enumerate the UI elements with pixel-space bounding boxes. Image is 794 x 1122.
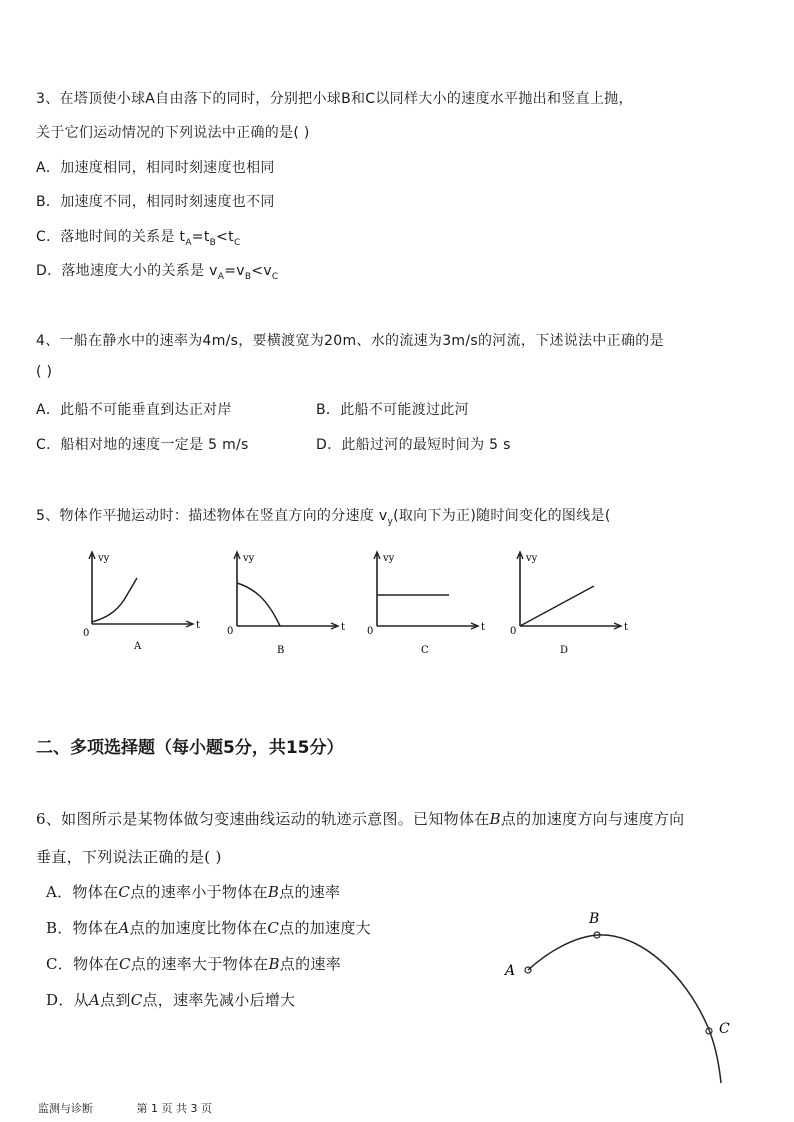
graph-c-y-label: vy — [383, 553, 395, 564]
q4-option-d: D．此船过河的最短时间为 5 s — [316, 437, 511, 453]
q6-a-var1: C — [118, 883, 131, 901]
graph-a-x-label: t — [196, 620, 201, 631]
q6-b-mid: 点的加速度比物体在 — [129, 919, 268, 937]
q6-stem-text: 6、如图所示是某物体做匀变速曲线运动的轨迹示意图。已知物体在 — [36, 810, 490, 828]
q4-stem-line2: ( ) — [36, 364, 53, 380]
q3-d-sub1: A — [217, 271, 225, 282]
graph-d-origin: 0 — [510, 626, 517, 637]
q6-a-var2: B — [267, 883, 280, 901]
graph-a-y-label: vy — [98, 553, 110, 564]
q6-stem-tail: 点的加速度方向与速度方向 — [500, 810, 685, 828]
graph-c-origin: 0 — [367, 626, 374, 637]
q5-stem-tail: (取向下为正)随时间变化的图线是( — [393, 508, 611, 524]
q6-d-var1: A — [88, 991, 101, 1009]
q5-graph-c — [365, 548, 490, 658]
graph-b-curve — [237, 583, 280, 626]
q6-b-var1: A — [118, 919, 130, 937]
q6-c-var2: B — [268, 955, 280, 973]
q6-a-mid: 点的速率小于物体在 — [130, 883, 268, 901]
q6-c-tail: 点的速率 — [279, 955, 341, 973]
q3-c-mid1: =t — [191, 229, 210, 245]
q6-d-var2: C — [130, 991, 143, 1009]
graph-b-x-label: t — [341, 622, 346, 633]
q6-option-d — [46, 989, 295, 1010]
point-a-label: A — [505, 963, 516, 979]
q3-d-mid2: <v — [251, 263, 272, 279]
graph-b-label: B — [277, 645, 285, 656]
q6-b-text: B．物体在 — [46, 919, 119, 937]
q6-b-var2: C — [267, 919, 280, 937]
q3-option-d — [36, 260, 279, 282]
graph-c-label: C — [421, 645, 429, 656]
q6-d-mid: 点到 — [100, 991, 131, 1009]
q6-stem-line1 — [36, 808, 684, 829]
q4-stem-line1: 4、一船在静水中的速率为4m/s，要横渡宽为20m、水的流速为3m/s的河流，下述说法中正确的是 — [36, 333, 664, 349]
q3-stem-line2: 关于它们运动情况的下列说法中正确的是( ) — [36, 125, 310, 141]
q6-c-mid: 点的速率大于物体在 — [130, 955, 269, 973]
graph-d-x-label: t — [624, 622, 629, 633]
q3-option-b: B．加速度不同，相同时刻速度也不同 — [36, 194, 275, 210]
q3-c-sub3: C — [233, 237, 241, 248]
trajectory-curve — [528, 935, 721, 1083]
graph-c-x-label: t — [481, 622, 486, 633]
q3-c-sub1: A — [185, 237, 192, 248]
q6-a-tail: 点的速率 — [279, 883, 341, 901]
q4-option-a: A．此船不可能垂直到达正对岸 — [36, 402, 232, 418]
q6-c-text: C．物体在 — [46, 955, 119, 973]
footer-left: 监测与诊断 — [38, 1102, 93, 1115]
graph-d-y-label: vy — [526, 553, 538, 564]
q6-option-b — [46, 917, 371, 938]
graph-a-curve — [92, 578, 137, 622]
point-c-label: C — [719, 1021, 730, 1037]
q3-option-c — [36, 226, 241, 248]
q6-a-text: A．物体在 — [46, 883, 119, 901]
q6-d-tail: 点，速率先减小后增大 — [142, 991, 296, 1009]
graph-a-label: A — [134, 641, 142, 652]
q6-b-tail: 点的加速度大 — [279, 919, 371, 937]
q5-stem-text: 5、物体作平抛运动时：描述物体在竖直方向的分速度 v — [36, 508, 388, 524]
q5-stem-sub: y — [387, 516, 394, 527]
q3-c-text: C．落地时间的关系是 t — [36, 229, 186, 245]
section-2-title: 二、多项选择题（每小题5分，共15分） — [36, 738, 344, 758]
q5-graph-d — [508, 548, 633, 658]
q6-c-var1: C — [118, 955, 131, 973]
page-footer — [38, 1100, 252, 1116]
q3-d-mid1: =v — [224, 263, 245, 279]
q3-c-sub2: B — [209, 237, 217, 248]
graph-b-origin: 0 — [227, 626, 234, 637]
q3-d-text: D．落地速度大小的关系是 v — [36, 263, 218, 279]
q4-option-c: C．船相对地的速度一定是 5 m/s — [36, 437, 249, 453]
graph-a-origin: 0 — [83, 628, 90, 639]
graph-d-line — [520, 586, 594, 626]
q3-c-mid2: <t — [216, 229, 234, 245]
q3-d-sub3: C — [271, 271, 279, 282]
q6-option-a — [46, 881, 340, 902]
q5-graph-a — [80, 548, 205, 653]
q6-option-c — [46, 953, 341, 974]
q3-stem-line1: 3、在塔顶使小球A自由落下的同时，分别把小球B和C以同样大小的速度水平抛出和竖直上抛， — [36, 91, 633, 107]
point-b-label: B — [589, 911, 600, 927]
footer-page-number: 第 1 页 共 3 页 — [136, 1102, 212, 1115]
q5-stem — [36, 505, 611, 527]
q5-graph-b — [225, 548, 350, 658]
graph-d-label: D — [560, 645, 569, 656]
q6-trajectory-figure — [495, 905, 755, 1090]
q3-d-sub2: B — [244, 271, 252, 282]
q6-stem-line2: 垂直，下列说法正确的是( ) — [36, 848, 222, 866]
q6-stem-var: B — [489, 810, 501, 828]
q6-d-text: D．从 — [46, 991, 89, 1009]
q3-option-a: A．加速度相同，相同时刻速度也相同 — [36, 160, 275, 176]
q4-option-b: B．此船不可能渡过此河 — [316, 402, 469, 418]
graph-b-y-label: vy — [243, 553, 255, 564]
